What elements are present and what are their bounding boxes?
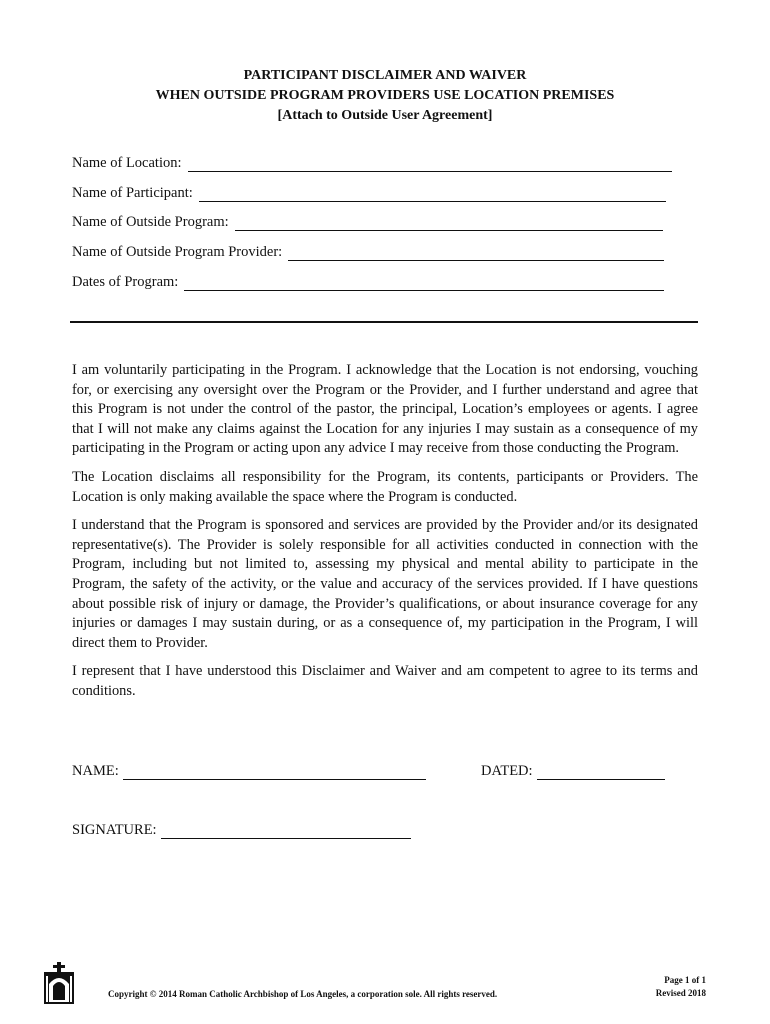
revision-date: Revised 2018 xyxy=(655,988,706,998)
signature-row xyxy=(72,822,411,839)
participant-label: Name of Participant: xyxy=(72,185,193,201)
dates-input-line[interactable] xyxy=(184,276,664,291)
paragraph-acknowledgement: I am voluntarily participating in the Program. I acknowledge that the Location is not endorsing, vouching for, or exercising any oversight over the Program or the Provider, and I further understand and agree that this Program is not under the control of the pastor, the principal, Location’s employees or agents. I agree that I will not make any claims against the Location for any injuries I may sustain as a consequence of my participating in the Program or acting upon any advice I may receive from those conducting the Program. xyxy=(72,362,698,457)
section-divider xyxy=(70,321,698,323)
program-label: Name of Outside Program: xyxy=(72,214,229,230)
dated-row xyxy=(481,763,665,780)
name-label: NAME: xyxy=(72,763,119,779)
page-info xyxy=(656,974,706,1000)
paragraph-representation: I represent that I have understood this Disclaimer and Waiver and am competent to agree to its terms and conditions. xyxy=(72,663,698,699)
location-field xyxy=(72,154,672,172)
dates-field xyxy=(72,273,664,291)
dated-label: DATED: xyxy=(481,763,533,779)
provider-label: Name of Outside Program Provider: xyxy=(72,244,283,260)
location-label: Name of Location: xyxy=(72,155,182,171)
title-line-3: [Attach to Outside User Agreement] xyxy=(277,108,493,123)
paragraph-disclaimer: The Location disclaims all responsibility for the Program, its contents, participants or Providers. The Location is only making available the space where the Program is conducted. xyxy=(72,468,698,505)
participant-field xyxy=(72,184,666,202)
participant-input-line[interactable] xyxy=(199,187,666,202)
provider-field xyxy=(72,243,664,261)
title-line-2: WHEN OUTSIDE PROGRAM PROVIDERS USE LOCATION PREMISES xyxy=(155,88,615,103)
archdiocese-logo-icon xyxy=(44,962,74,1004)
page-number: Page 1 of 1 xyxy=(664,975,706,985)
name-input-line[interactable] xyxy=(123,765,426,780)
signature-input-line[interactable] xyxy=(161,824,411,839)
dates-label: Dates of Program: xyxy=(72,274,179,290)
title-line-1: PARTICIPANT DISCLAIMER AND WAIVER xyxy=(243,68,527,83)
name-row xyxy=(72,763,426,780)
program-field xyxy=(72,213,663,231)
program-input-line[interactable] xyxy=(235,216,663,231)
paragraph-provider-responsibility: I understand that the Program is sponsored and services are provided by the Provider and/or its designated representative(s). The Provider is solely responsible for all activities conducted in connection with the Program, including but not limited to, assessing my physical and mental ability to participate in the Program, the safety of the activity, or the value and accuracy of the services provided. If I have questions about possible risk of injury or damage, the Provider’s qualifications, or about insurance coverage for any injuries or damages I may sustain during, or as a consequence of, my participation in the Program, I will direct them to Provider. xyxy=(72,517,698,651)
waiver-body xyxy=(72,361,698,711)
signature-label: SIGNATURE: xyxy=(72,822,157,838)
dated-input-line[interactable] xyxy=(537,765,665,780)
copyright-notice: Copyright © 2014 Roman Catholic Archbishop of Los Angeles, a corporation sole. All rights reserved. xyxy=(108,989,498,999)
provider-input-line[interactable] xyxy=(288,246,664,261)
location-input-line[interactable] xyxy=(188,157,672,172)
